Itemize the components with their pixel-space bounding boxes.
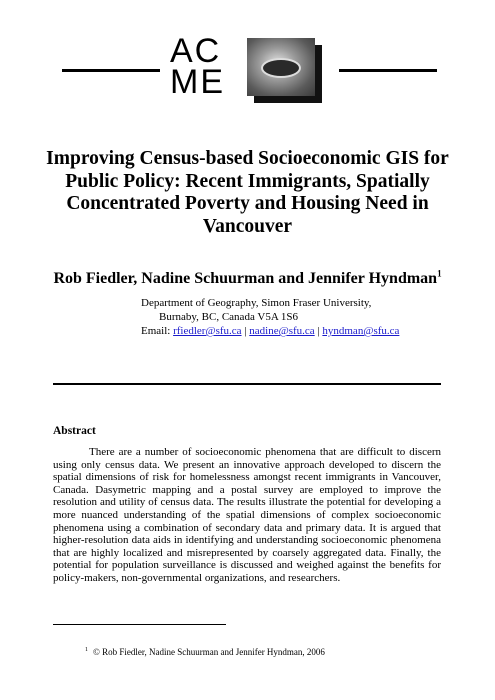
email-separator: | bbox=[244, 325, 247, 337]
footnote-rule bbox=[53, 624, 226, 625]
affiliation-line-2: Burnaby, BC, Canada V5A 1S6 bbox=[159, 311, 299, 323]
author-names: Rob Fiedler, Nadine Schuurman and Jennifer Hyndman bbox=[53, 270, 438, 287]
eye-icon bbox=[261, 58, 301, 78]
header-rule-left bbox=[62, 69, 160, 72]
header-rule-right bbox=[339, 69, 437, 72]
logo-line-1: AC bbox=[170, 32, 222, 70]
email-line bbox=[141, 324, 441, 338]
footnote-text: © Rob Fiedler, Nadine Schuurman and Jennifer Hyndman, 2006 bbox=[93, 647, 325, 657]
acme-logo bbox=[165, 34, 330, 104]
email-label: Email: bbox=[141, 325, 171, 337]
footnote-mark: 1 bbox=[85, 647, 88, 653]
abstract-heading: Abstract bbox=[53, 425, 96, 437]
logo-line-2: ME bbox=[170, 63, 225, 101]
author-footnote-mark: 1 bbox=[437, 268, 442, 279]
logo-wordmark bbox=[170, 32, 260, 101]
email-link-schuurman[interactable]: nadine@sfu.ca bbox=[249, 325, 315, 337]
affiliation-line-1: Department of Geography, Simon Fraser University, bbox=[141, 297, 372, 309]
copyright-footnote bbox=[85, 644, 325, 658]
section-divider bbox=[53, 383, 441, 385]
paper-title: Improving Census-based Socioeconomic GIS for Public Policy: Recent Immigrants, Spatially Concentrated Poverty and Housing Need in Vancouver bbox=[46, 148, 449, 237]
email-link-fiedler[interactable]: rfiedler@sfu.ca bbox=[173, 325, 242, 337]
author-line bbox=[40, 269, 455, 289]
affiliation bbox=[141, 296, 441, 338]
abstract-body: There are a number of socioeconomic phenomena that are difficult to discern using only census data. We present an innovative approach developed to discern the spatial dimensions of risk for homelessness amongst recent immigrants in Vancouver, Canada. Dasymetric mapping and a postal survey are employed to improve the resolution and utility of census data. The results illustrate the potential for developing a more nuanced understanding of the spatial dimensions of complex socioeconomic phenomena using a combination of secondary data and primary data. It is argued that higher-resolution data aids in identifying and understanding socioeconomic phenomena that are highly localized and misrepresented by coarsely aggregated data. Finally, the potential for population surveillance is discussed and weighed against the benefits for policy-makers, non-governmental organizations, and researchers. bbox=[53, 446, 441, 584]
email-separator: | bbox=[317, 325, 320, 337]
email-link-hyndman[interactable]: hyndman@sfu.ca bbox=[322, 325, 400, 337]
